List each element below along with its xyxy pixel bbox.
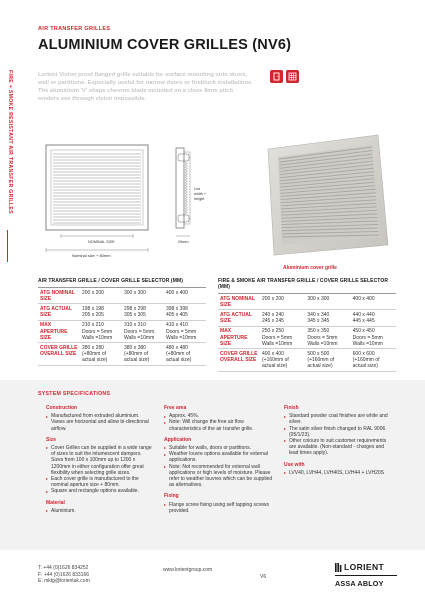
- atg-selector-table: [38, 287, 206, 366]
- table-row: [38, 288, 206, 304]
- certification-badges: [270, 70, 299, 83]
- material-heading: Material: [46, 499, 65, 506]
- category-label: AIR TRANSFER GRILLES: [38, 26, 111, 32]
- list-item: Weather louvre options available for external applications.: [164, 451, 274, 463]
- table-cell: 200 x 200: [260, 294, 305, 310]
- list-width-label-3: height: [194, 197, 205, 201]
- application-heading: Application: [164, 436, 192, 443]
- use-with-heading: Use with: [284, 461, 305, 468]
- page-title: ALUMINIUM COVER GRILLES (NV6): [38, 37, 292, 53]
- atg-table-section: [38, 278, 206, 366]
- list-item: Suitable for walls, doors or partitions.: [164, 445, 274, 451]
- fixing-list: [164, 502, 274, 514]
- fire-door-icon: [270, 70, 283, 83]
- list-item: Note: Will change the free air flow characteristics of the air transfer grille.: [164, 419, 274, 431]
- list-item: Approx. 45%.: [164, 413, 274, 419]
- table-cell: 280 x 280 (+80mm of actual size): [80, 343, 122, 366]
- fax-number: F: +44 (0)1626 833166: [38, 571, 90, 578]
- lorient-mark-icon: [335, 563, 342, 572]
- nominal-size-label: NOMINAL SIZE: [88, 240, 115, 244]
- list-width-label-2: width +: [194, 192, 207, 196]
- use-with-list: [284, 470, 392, 476]
- row-label: COVER GRILLE OVERALL SIZE: [38, 343, 80, 366]
- finish-heading: Finish: [284, 405, 299, 411]
- application-list: [164, 445, 274, 488]
- table-row: [218, 294, 396, 310]
- table-row: [218, 310, 396, 326]
- fsatg-table-title: FIRE & SMOKE AIR TRANSFER GRILLE / COVER GRILLE SELECTOR (MM): [218, 278, 389, 290]
- construction-heading: Construction: [46, 405, 78, 411]
- table-cell: 310 x 310 Doors = 5mm Walls =10mm: [122, 320, 164, 343]
- row-label: ATG NOMINAL SIZE: [218, 294, 260, 310]
- table-cell: 298 x 298 305 x 305: [122, 304, 164, 320]
- table-cell: 400 x 400 (+160mm of actual size): [260, 349, 305, 372]
- table-cell: 480 x 480 (+80mm of actual size): [164, 343, 206, 366]
- list-item: Note: Not recommended for external wall applications or high levels of moisture. Please refer to weather louvres which can be supplied as alternatives.: [164, 464, 274, 489]
- side-divider: [7, 230, 8, 262]
- list-item: Square and rectangle options available.: [46, 488, 154, 494]
- lorient-logo-text: LORIENT: [344, 562, 385, 572]
- contact-details: [38, 565, 90, 585]
- table-cell: 210 x 210 Doors = 5mm Walls =10mm: [80, 320, 122, 343]
- table-row: [38, 320, 206, 343]
- fsatg-selector-table: [218, 293, 396, 372]
- size-heading: Size: [46, 436, 57, 443]
- row-label: MAX APERTURE SIZE: [218, 326, 260, 349]
- table-cell: 410 x 410 Doors = 5mm Walls =10mm: [164, 320, 206, 343]
- free-area-list: [164, 413, 274, 432]
- list-item: Cover Grilles can be supplied in a wide range of sizes to suit the intumescent dampers. Sizes from 100 x 100mm up to 1200 x 1200mm in either configuration offer great flexibility when selecting grille sizes.: [46, 445, 154, 476]
- table-cell: 398 x 398 405 x 405: [164, 304, 206, 320]
- row-label: MAX APERTURE SIZE: [38, 320, 80, 343]
- brand-logos: [335, 562, 397, 588]
- assa-abloy-logo: ASSA ABLOY: [335, 578, 384, 588]
- list-item: LVV40, LVH44, LVH40S, LVH44 + LVH20S: [284, 470, 392, 476]
- photo-caption: Aluminium cover grille: [283, 265, 337, 271]
- depth-label: 29mm: [178, 240, 189, 244]
- list-item: Standard powder coat finishes are white and silver.: [284, 413, 392, 425]
- list-item: Flange screw fixing using self tapping screws provided.: [164, 502, 274, 514]
- specs-column-1: [46, 405, 154, 519]
- table-cell: 240 x 240 245 x 245: [260, 310, 305, 326]
- finish-list: [284, 413, 392, 456]
- table-row: [218, 326, 396, 349]
- table-cell: 400 x 400: [351, 294, 396, 310]
- logo-divider: [335, 575, 397, 576]
- phone-number: T: +44 (0)1626 834252: [38, 565, 89, 571]
- list-item: Other colours to suit customer requirements are available. (Non-standard - charges and lead times apply).: [284, 438, 392, 457]
- specs-column-2: [164, 405, 274, 519]
- table-cell: 198 x 198 205 x 205: [80, 304, 122, 320]
- product-photo: [260, 127, 392, 257]
- table-cell: 200 x 200: [80, 288, 122, 304]
- wall-grille-icon: [286, 70, 299, 83]
- list-item: Manufactured from extruded aluminium. Vanes are horizontal and allow bi-directional airflow.: [46, 413, 154, 432]
- table-row: [38, 343, 206, 366]
- list-item: The satin silver finish changed to RAL 9006 (05/1/23).: [284, 426, 392, 438]
- table-cell: 300 x 300: [305, 294, 350, 310]
- lorient-logo: [335, 562, 397, 572]
- table-cell: 350 x 350 Doors = 5mm Walls =10mm: [305, 326, 350, 349]
- website-link[interactable]: www.lorientgroup.com: [163, 567, 213, 573]
- table-cell: 340 x 340 345 x 345: [305, 310, 350, 326]
- fsatg-table-section: [218, 278, 396, 372]
- row-label: ATG NOMINAL SIZE: [38, 288, 80, 304]
- table-cell: 380 x 380 (+80mm of actual size): [122, 343, 164, 366]
- table-cell: 600 x 600 (+160mm of actual size): [351, 349, 396, 372]
- table-cell: 440 x 440 445 x 445: [351, 310, 396, 326]
- technical-drawing: [38, 140, 218, 258]
- table-cell: 500 x 500 (+160mm of actual size): [305, 349, 350, 372]
- table-row: [218, 349, 396, 372]
- material-list: [46, 508, 154, 514]
- fixing-heading: Fixing: [164, 493, 179, 500]
- nominal-size-note: Nominal size + 80mm: [72, 253, 111, 258]
- table-cell: 250 x 250 Doors = 5mm Walls =10mm: [260, 326, 305, 349]
- row-label: ATG ACTUAL SIZE: [218, 310, 260, 326]
- table-row: [38, 304, 206, 320]
- version-label: V6: [260, 574, 267, 580]
- intro-text: Lorient Vision proof flanged grille suitable for surface mounting onto doors, wall or partitions. Especially useful for narrow doors or fireblock installations. The aluminium 'V' shape chevron blade mounted on a close 8mm pitch renders see through vision impossible.: [38, 72, 253, 102]
- size-list: [46, 445, 154, 495]
- table-cell: 450 x 450 Doors = 5mm Walls =10mm: [351, 326, 396, 349]
- specs-title: SYSTEM SPECIFICATIONS: [38, 391, 111, 397]
- row-label: ATG ACTUAL SIZE: [38, 304, 80, 320]
- list-item: Each cover grille is manufactured to the nominal aperture size + 80mm.: [46, 476, 154, 488]
- list-width-label-1: List: [194, 187, 200, 191]
- atg-table-title: AIR TRANSFER GRILLE / COVER GRILLE SELECTOR (MM): [38, 278, 183, 284]
- table-cell: 400 x 400: [164, 288, 206, 304]
- construction-list: [46, 413, 154, 432]
- row-label: COVER GRILLE OVERALL SIZE: [218, 349, 260, 372]
- list-item: Aluminium.: [46, 508, 154, 514]
- side-label: FIRE + SMOKE RESISTANT AIR TRANSFER GRILLES: [7, 70, 13, 214]
- specs-column-3: [284, 405, 392, 481]
- free-area-heading: Free area: [164, 405, 187, 411]
- email-link[interactable]: E: mktg@lorientuk.com: [38, 578, 90, 584]
- table-cell: 300 x 300: [122, 288, 164, 304]
